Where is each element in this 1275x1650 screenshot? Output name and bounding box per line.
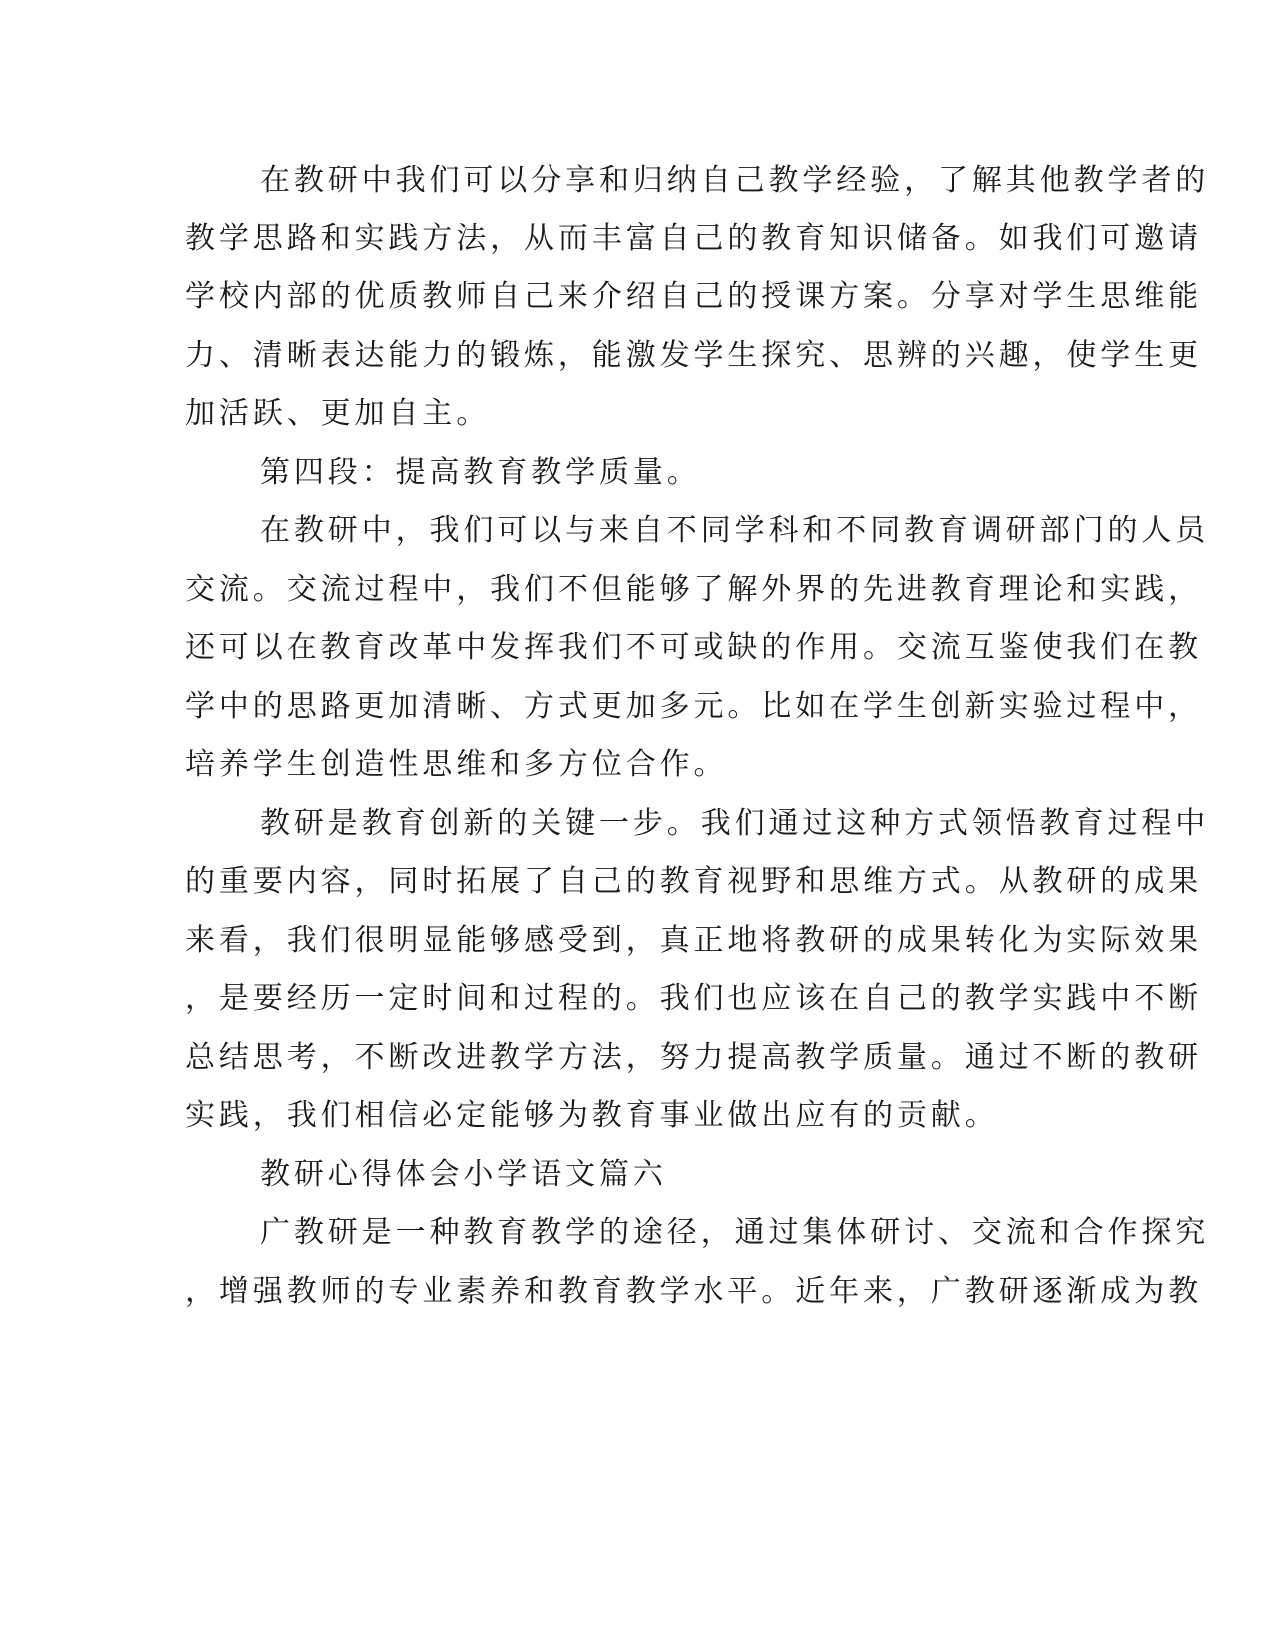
paragraph-3-line-1: 教研是教育创新的关键一步。我们通过这种方式领悟教育过程中: [260, 806, 1210, 841]
paragraph-2-line-1: 在教研中，我们可以与来自不同学科和不同教育调研部门的人员: [260, 513, 1210, 548]
paragraph-2-line-5: 培养学生创造性思维和多方位合作。: [185, 747, 728, 782]
paragraph-3-line-5: 总结思考，不断改进教学方法，努力提高教学质量。通过不断的教研: [185, 1040, 1202, 1075]
paragraph-4-line-2: ，增强教师的专业素养和教育教学水平。近年来，广教研逐渐成为教: [185, 1274, 1202, 1309]
section-heading-4: 第四段：提高教育教学质量。: [260, 455, 701, 490]
paragraph-3-line-3: 来看，我们很明显能够感受到，真正地将教研的成果转化为实际效果: [185, 923, 1202, 958]
paragraph-1-line-2: 教学思路和实践方法，从而丰富自己的教育知识储备。如我们可邀请: [185, 221, 1202, 256]
paragraph-2-line-3: 还可以在教育改革中发挥我们不可或缺的作用。交流互鉴使我们在教: [185, 630, 1202, 665]
paragraph-2-line-4: 学中的思路更加清晰、方式更加多元。比如在学生创新实验过程中，: [185, 689, 1202, 724]
paragraph-2-line-2: 交流。交流过程中，我们不但能够了解外界的先进教育理论和实践，: [185, 572, 1202, 607]
paragraph-3-line-6: 实践，我们相信必定能够为教育事业做出应有的贡献。: [185, 1098, 999, 1133]
paragraph-4-line-1: 广教研是一种教育教学的途径，通过集体研讨、交流和合作探究: [260, 1215, 1210, 1250]
paragraph-1-line-4: 力、清晰表达能力的锻炼，能激发学生探究、思辨的兴趣，使学生更: [185, 338, 1202, 373]
paragraph-1-line-5: 加活跃、更加自主。: [185, 396, 491, 431]
paragraph-1-line-3: 学校内部的优质教师自己来介绍自己的授课方案。分享对学生思维能: [185, 279, 1202, 314]
paragraph-1-line-1: 在教研中我们可以分享和归纳自己教学经验，了解其他教学者的: [260, 163, 1210, 198]
paragraph-3-line-2: 的重要内容，同时拓展了自己的教育视野和思维方式。从教研的成果: [185, 864, 1202, 899]
section-title-part-6: 教研心得体会小学语文篇六: [260, 1157, 667, 1192]
paragraph-3-line-4: ，是要经历一定时间和过程的。我们也应该在自己的教学实践中不断: [185, 981, 1202, 1016]
